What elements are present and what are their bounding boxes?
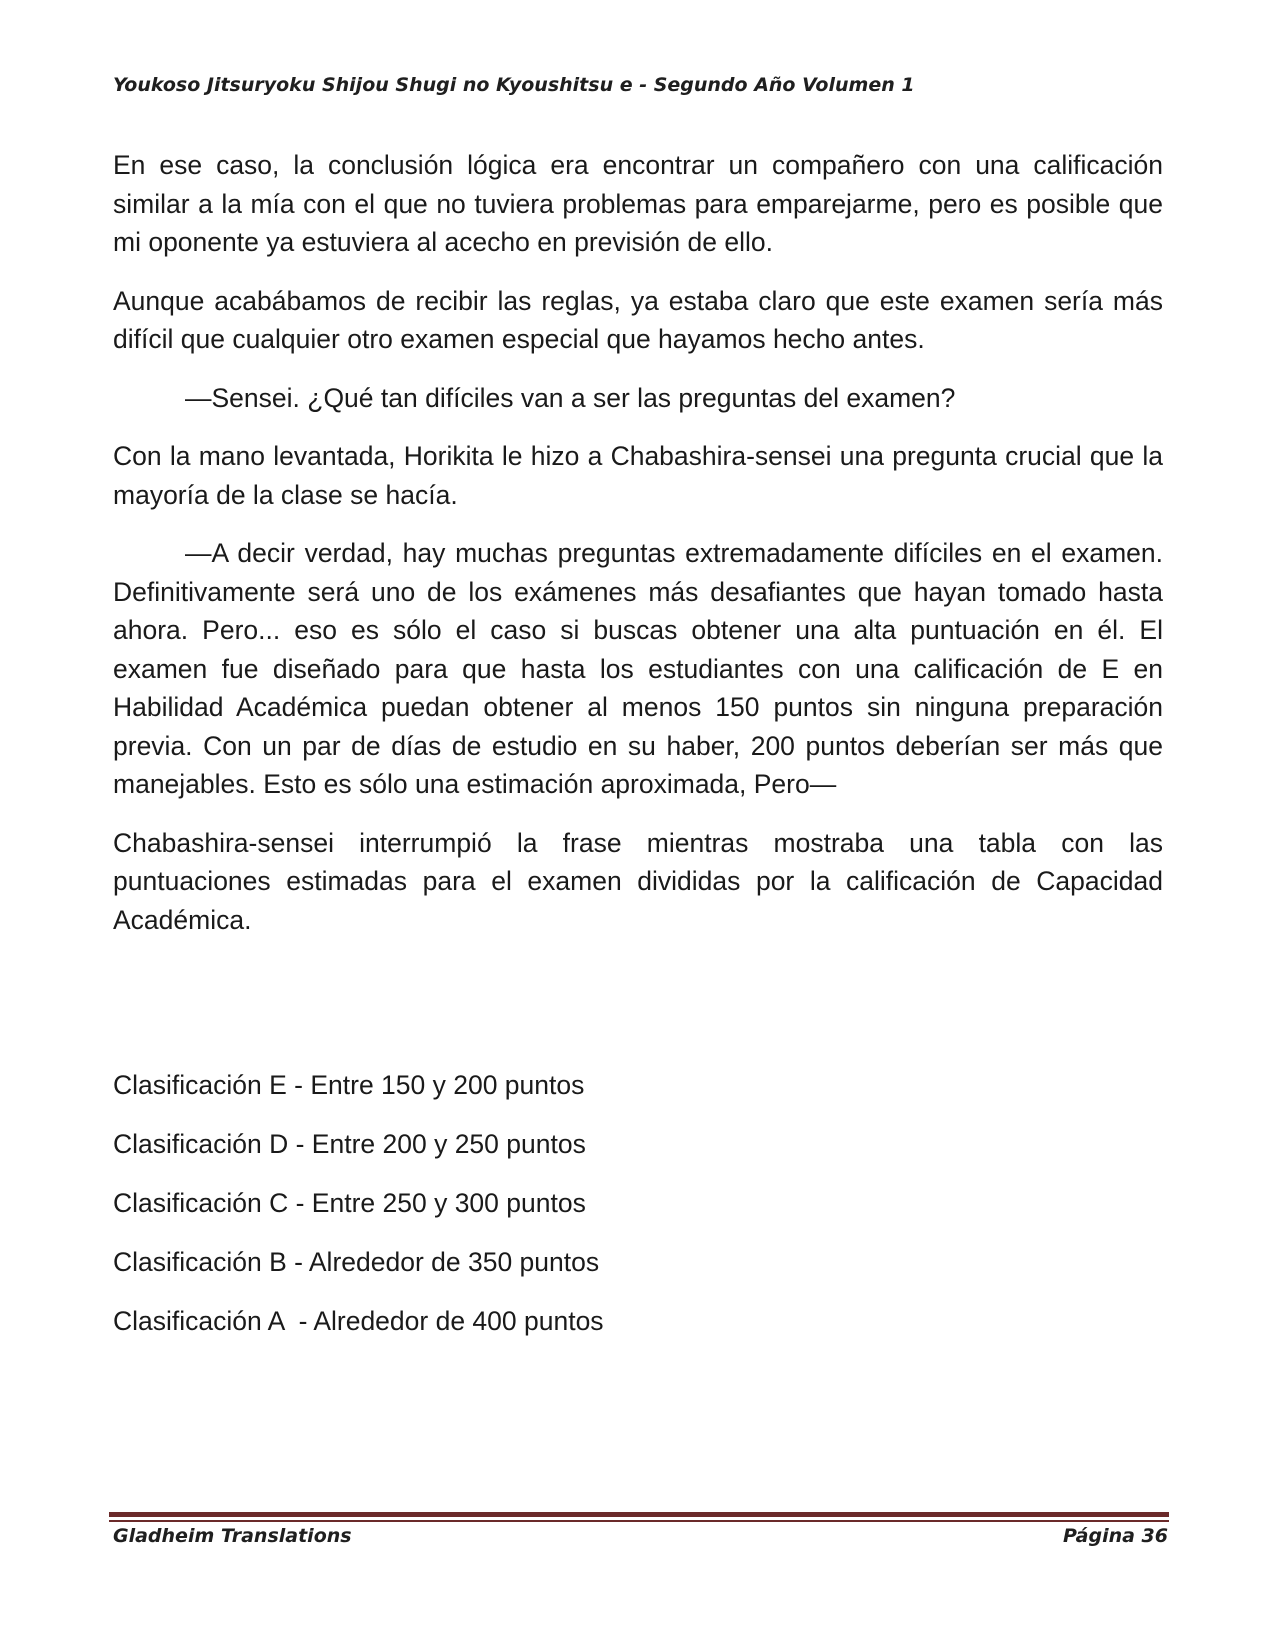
rating-row-b: Clasificación B - Alrededor de 350 puntos bbox=[113, 1247, 600, 1277]
paragraph-2: Aunque acabábamos de recibir las reglas, ya estaba claro que este examen sería más difícil que cualquier otro examen especial que hayamos hecho antes. bbox=[113, 285, 1163, 354]
rating-row-e: Clasificación E - Entre 150 y 200 puntos bbox=[113, 1070, 585, 1100]
body-text bbox=[113, 146, 1163, 939]
rating-row-d: Clasificación D - Entre 200 y 250 puntos bbox=[113, 1129, 586, 1159]
footer-divider-thick bbox=[109, 1512, 1169, 1517]
footer-page-number: Página 36 bbox=[1062, 1525, 1168, 1547]
footer-publisher: Gladheim Translations bbox=[113, 1525, 352, 1547]
page-header-title: Youkoso Jitsuryoku Shijou Shugi no Kyoushitsu e - Segundo Año Volumen 1 bbox=[113, 74, 915, 96]
score-table bbox=[113, 1066, 1163, 1361]
footer-divider-thin bbox=[109, 1520, 1169, 1522]
paragraph-1: En ese caso, la conclusión lógica era encontrar un compañero con una calificación similar a la mía con el que no tuviera problemas para emparejarme, pero es posible que mi oponente ya estuviera al acecho en previsión de ello. bbox=[113, 150, 1163, 257]
rating-row-a: Clasificación A - Alrededor de 400 puntos bbox=[113, 1306, 604, 1336]
dialogue-line-question: —Sensei. ¿Qué tan difíciles van a ser las preguntas del examen? bbox=[185, 382, 956, 413]
paragraph-4: Chabashira-sensei interrumpió la frase mientras mostraba una tabla con las puntuaciones estimadas para el examen divididas por la calificación de Capacidad Académica. bbox=[113, 827, 1163, 935]
dialogue-line-answer: —A decir verdad, hay muchas preguntas extremadamente difíciles en el examen. Definitivamente será uno de los exámenes más desafiantes que hayan tomado hasta ahora. Pero... eso es sólo el caso si buscas obtener una alta puntuación en él. El examen fue diseñado para que hasta los estudiantes con una calificación de E en Habilidad Académica puedan obtener al menos 150 puntos sin ninguna preparación previa. Con un par de días de estudio en su haber, 200 puntos deberían ser más que manejables. Esto es sólo una estimación aproximada, Pero— bbox=[113, 538, 1163, 799]
paragraph-3: Con la mano levantada, Horikita le hizo a Chabashira-sensei una pregunta crucial que la mayoría de la clase se hacía. bbox=[113, 441, 1163, 510]
rating-row-c: Clasificación C - Entre 250 y 300 puntos bbox=[113, 1188, 586, 1218]
